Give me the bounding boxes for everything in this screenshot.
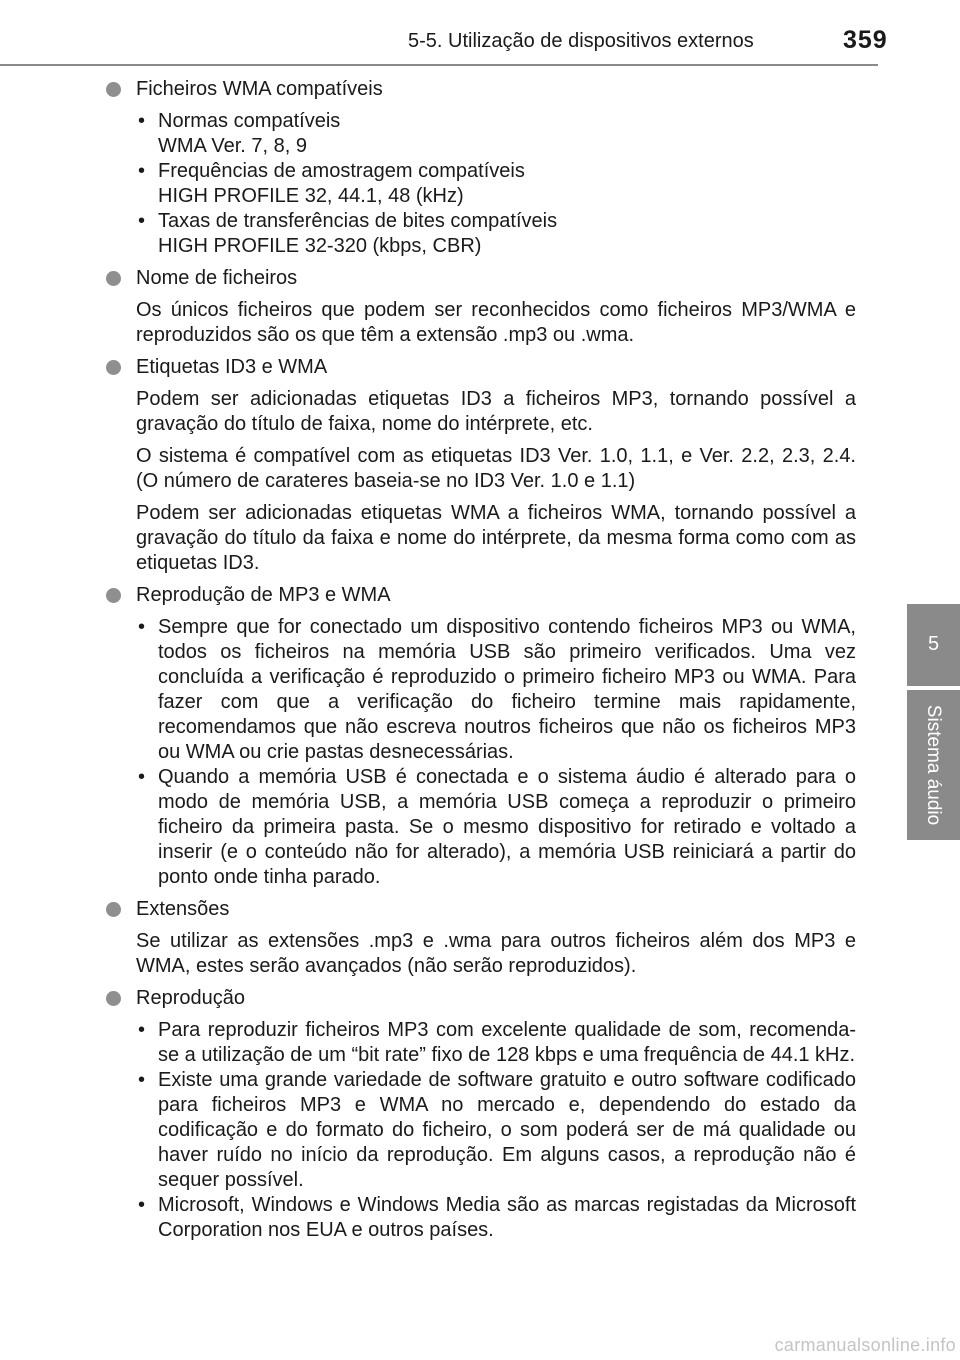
- page-number: 359: [843, 26, 888, 54]
- section-heading: Ficheiros WMA compatíveis: [106, 77, 856, 102]
- chapter-number: 5: [927, 633, 940, 655]
- bullet-dot-icon: [106, 82, 121, 97]
- paragraph: Se utilizar as extensões .mp3 e .wma para outros ficheiros além dos MP3 e WMA, estes serão avançados (não serão reproduzidos).: [136, 930, 856, 977]
- section-playback: [106, 583, 856, 890]
- watermark: carmanualsonline.info: [774, 1335, 956, 1355]
- list-item: • Quando a memória USB é conectada e o sistema áudio é alterado para o modo de memória USB, a memória USB começa a reproduzir o primeiro ficheiro da primeira pasta. Se o mesmo dispositivo for retirado e voltado a inserir (e o conteúdo não for alterado), a memória USB reiniciará a partir do ponto onde tinha parado.: [136, 765, 856, 890]
- section-wma: [106, 77, 856, 259]
- list-item: • Sempre que for conectado um dispositivo contendo ficheiros MP3 ou WMA, todos os ficheiros na memória USB são primeiro verificados. Uma vez concluída a verificação é reproduzido o primeiro ficheiro MP3 ou WMA. Para fazer com que a verificação do ficheiro termine mais rapidamente, recomendamos que não escreva noutros ficheiros que não os ficheiros MP3 ou WMA ou crie pastas desnecessárias.: [136, 615, 856, 765]
- section-heading: Reprodução de MP3 e WMA: [106, 583, 856, 608]
- spec-list: [136, 109, 856, 259]
- header-divider: [0, 64, 878, 66]
- list-item: • Taxas de transferências de bites compatíveis HIGH PROFILE 32-320 (kbps, CBR): [136, 209, 856, 259]
- section-heading: Nome de ficheiros: [106, 266, 856, 291]
- section-heading: Etiquetas ID3 e WMA: [106, 355, 856, 380]
- section-tags: [106, 355, 856, 576]
- bullet-dot-icon: [106, 991, 121, 1006]
- list-item: • Normas compatíveis WMA Ver. 7, 8, 9: [136, 109, 856, 159]
- section-title: 5-5. Utilização de dispositivos externos: [408, 30, 754, 52]
- paragraph: Os únicos ficheiros que podem ser reconhecidos como ficheiros MP3/WMA e reproduzidos são os que têm a extensão .mp3 ou .wma.: [136, 299, 856, 346]
- list-item: • Microsoft, Windows e Windows Media são as marcas registadas da Microsoft Corporation nos EUA e outros países.: [136, 1193, 856, 1243]
- page-content: [106, 77, 856, 1250]
- section-extensions: [106, 897, 856, 979]
- list-item: • Para reproduzir ficheiros MP3 com excelente qualidade de som, recomenda-se a utilização de um “bit rate” fixo de 128 kbps e uma frequência de 44.1 kHz.: [136, 1018, 856, 1068]
- bullet-dot-icon: [106, 271, 121, 286]
- list-item: • Existe uma grande variedade de software gratuito e outro software codificado para ficheiros MP3 e WMA no mercado e, dependendo do estado da codificação e do formato do ficheiro, o som poderá ser de má qualidade ou haver ruído no início da reprodução. Em alguns casos, a reprodução não é sequer possível.: [136, 1068, 856, 1193]
- paragraph: Podem ser adicionadas etiquetas WMA a ficheiros WMA, tornando possível a gravação do título da faixa e nome do intérprete, da mesma forma como com as etiquetas ID3.: [136, 502, 856, 574]
- section-filenames: [106, 266, 856, 348]
- list-item: • Frequências de amostragem compatíveis HIGH PROFILE 32, 44.1, 48 (kHz): [136, 159, 856, 209]
- bullet-dot-icon: [106, 902, 121, 917]
- paragraph: Podem ser adicionadas etiquetas ID3 a ficheiros MP3, tornando possível a gravação do título de faixa, nome do intérprete, etc.: [136, 388, 856, 435]
- bullet-dot-icon: [106, 588, 121, 603]
- chapter-label: Sistema áudio: [923, 704, 944, 826]
- bullet-list: [136, 615, 856, 890]
- paragraph: O sistema é compatível com as etiquetas ID3 Ver. 1.0, 1.1, e Ver. 2.2, 2.3, 2.4. (O número de carateres baseia-se no ID3 Ver. 1.0 e 1.1): [136, 445, 856, 492]
- bullet-dot-icon: [106, 360, 121, 375]
- section-reproduction: [106, 986, 856, 1243]
- chapter-tab-label: [907, 690, 960, 840]
- chapter-tab-number: [907, 604, 960, 686]
- section-heading: Reprodução: [106, 986, 856, 1011]
- bullet-list: [136, 1018, 856, 1243]
- section-heading: Extensões: [106, 897, 856, 922]
